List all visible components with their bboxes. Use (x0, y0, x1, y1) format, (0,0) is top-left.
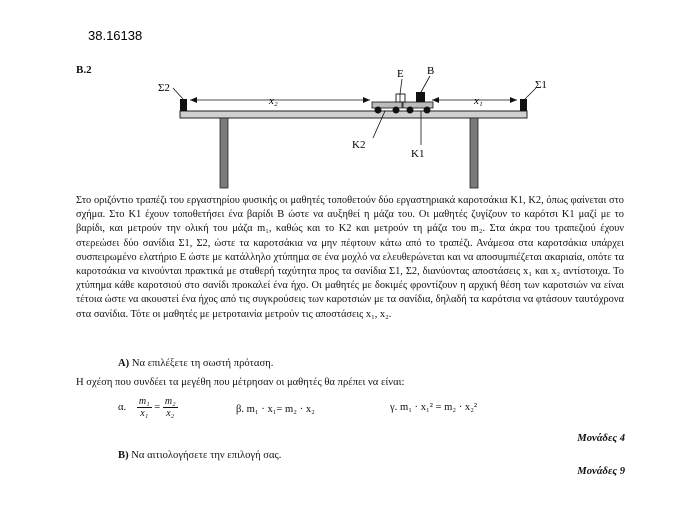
relation-intro: Η σχέση που συνδέει τα μεγέθη που μέτρησαν οι μαθητές θα πρέπει να είναι: (76, 377, 405, 388)
wheel (375, 107, 382, 114)
spring-e (396, 94, 405, 102)
document-id: 38.16138 (88, 28, 143, 43)
label-k1: Κ1 (411, 148, 425, 160)
board-sigma2 (180, 99, 187, 111)
option-b: β. m₁ · x₁= m₂ · x₂ (236, 404, 315, 415)
table-leg-right (470, 118, 478, 188)
label-sigma2: Σ2 (158, 82, 170, 94)
label-sigma1: Σ1 (535, 79, 547, 91)
question-a (118, 358, 273, 369)
label-x2: x₂ (269, 95, 278, 107)
label-b: Β (427, 65, 435, 77)
wheel (393, 107, 400, 114)
fraction-numerator: m₁ (138, 396, 150, 407)
board-sigma1 (520, 99, 527, 111)
wheel (424, 107, 431, 114)
weight-b (416, 92, 425, 102)
fraction-m1-x1 (137, 396, 152, 419)
option-a-prefix: α. (118, 402, 127, 413)
fraction-m2-x2 (163, 396, 178, 419)
question-b (118, 450, 281, 461)
fraction-denominator: x₂ (166, 408, 175, 419)
problem-paragraph: Στο οριζόντιο τραπέζι του εργαστηρίου φυσικής οι μαθητές τοποθετούν δύο εργαστηριακά καροτσάκια Κ1, Κ2, όπως φαίνεται στο σχήμα. Στο Κ1 έχουν τοποθετήσει ένα βαρίδι Β ώστε να αυξηθεί η μάζα του. Οι μαθητές ζυγίζουν το καρότσι Κ1 μαζί με το βαρίδι, και μετρούν την ολική του μάζα m₁, καθώς και το Κ2 και μετρούν τη μάζα του m₂. Στα άκρα του τραπεζιού έχουν στερεώσει δύο σανίδια Σ1, Σ2, ώστε τα καροτσάκια να μην πέφτουν κάτω από το τραπέζι. Ανάμεσα στα καροτσάκια υπάρχει συσπειρωμένο ελατήριο Ε ώστε με κατάλληλο χτύπημα σε ένα μοχλό να ελευθερώνεται και να αποσυμπιέζεται ακαριαία, οπότε τα καροτσάκια να κινούνται πρακτικά με σταθερή ταχύτητα προς τα σανίδια Σ1, Σ2, διανύοντας αποστάσεις x₁ και x₂ αντίστοιχα. Το χτύπημα κάθε καροτσιού στο σανίδι προκαλεί ένα ήχο. Οι μαθητές με δοκιμές φροντίζουν η αρχική θέση των καροτσιών να είναι τέτοια ώστε να ακουστεί ένα ήχος από τις συγκρούσεις των καροτσιών με τα σανίδια, δηλαδή τα καρότσια να φτάσουν ταυτόχρονα στα σανίδια. Τότε οι μαθητές με μετροταινία μετρούν τις αποστάσεις x₁, x₂. (76, 195, 624, 320)
option-c: γ. m₁ · x₁² = m₂ · x₂² (390, 402, 478, 413)
question-a-marker: Α) (118, 358, 130, 369)
table-top (180, 111, 527, 118)
table-leg-left (220, 118, 228, 188)
question-a-text: Να επιλέξετε τη σωστή πρόταση. (131, 358, 274, 369)
points-a: Μονάδες 4 (577, 433, 625, 444)
points-b: Μονάδες 9 (577, 466, 625, 477)
fraction-denominator: x₁ (140, 408, 149, 419)
question-b-text: Να αιτιολογήσετε την επιλογή σας. (131, 450, 282, 461)
wheel (407, 107, 414, 114)
question-b-marker: Β) (118, 450, 129, 461)
option-a (118, 396, 178, 419)
label-k2: Κ2 (352, 139, 366, 151)
label-e: Ε (397, 68, 404, 80)
section-label: Β.2 (76, 64, 92, 76)
fraction-numerator: m₂ (164, 396, 176, 407)
label-x1: x₁ (474, 95, 483, 107)
equals-sign: = (154, 402, 161, 413)
experiment-figure (0, 0, 691, 200)
